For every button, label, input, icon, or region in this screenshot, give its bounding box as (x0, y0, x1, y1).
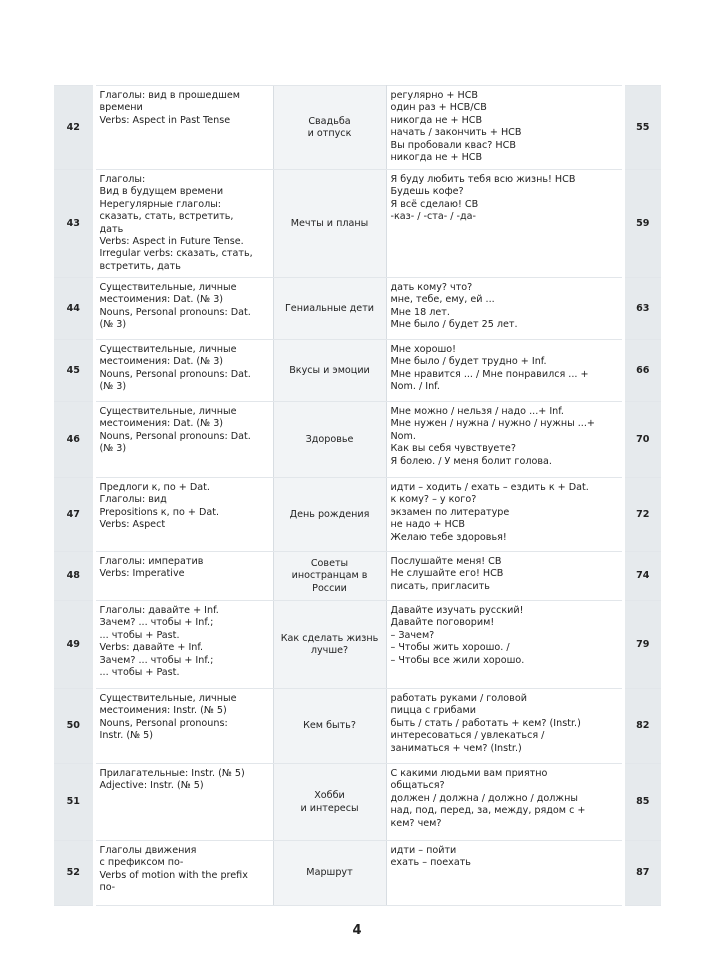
lesson-row (54, 601, 661, 689)
topic-cell (273, 552, 386, 601)
lesson-page-number: 79 (623, 601, 661, 689)
examples-cell-line: заниматься + чем? (Instr.) (390, 742, 522, 754)
lesson-page-number: 74 (623, 552, 661, 601)
examples-cell-line: – Чтобы все жили хорошо. (390, 654, 525, 666)
examples-cell (386, 841, 623, 906)
grammar-cell-line: (№ 3) (99, 381, 127, 393)
lesson-number: 52 (54, 841, 94, 906)
grammar-cell-line: Прилагательные: Instr. (№ 5) (99, 768, 245, 779)
grammar-cell-line: Глаголы: императив (99, 556, 204, 567)
examples-cell-line: мне, тебе, ему, ей ... (390, 294, 495, 306)
topic-cell-line: Кем быть? (303, 720, 356, 732)
grammar-cell-line: Глаголы: вид в прошедшем (99, 90, 241, 101)
lesson-number: 51 (54, 764, 94, 841)
grammar-cell (94, 340, 273, 402)
topic-cell (273, 86, 386, 170)
grammar-cell (94, 601, 273, 689)
lesson-page-number: 85 (623, 764, 661, 841)
grammar-cell-line: Verbs: давайте + Inf. (99, 642, 204, 654)
grammar-cell-line: Глаголы: (99, 174, 146, 185)
lesson-page-number: 87 (623, 841, 661, 906)
grammar-cell-line: Глаголы движения (99, 845, 197, 856)
lesson-row (54, 340, 661, 402)
examples-cell-line: пицца с грибами (390, 705, 476, 717)
grammar-cell (94, 689, 273, 764)
examples-cell-line: дать кому? что? (390, 282, 473, 293)
examples-cell (386, 86, 623, 170)
grammar-cell-line: (№ 3) (99, 319, 127, 331)
grammar-cell (94, 841, 273, 906)
topic-cell-line: иностранцам в (291, 570, 368, 582)
examples-cell-line: писать, пригласить (390, 580, 490, 592)
topic-cell-line: лучше? (310, 645, 349, 656)
examples-cell-line: Не слушайте его! НСВ (390, 568, 504, 580)
topic-cell-line: и интересы (300, 802, 359, 814)
topic-cell (273, 601, 386, 689)
examples-cell-line: общаться? (390, 780, 445, 792)
lesson-page-number: 55 (623, 86, 661, 170)
grammar-cell-line: Существительные, личные (99, 344, 237, 355)
grammar-cell (94, 478, 273, 552)
lesson-number: 46 (54, 402, 94, 478)
examples-cell (386, 552, 623, 601)
contents-table-body (54, 86, 661, 906)
lesson-number: 48 (54, 552, 94, 601)
lesson-number: 44 (54, 278, 94, 340)
examples-cell-line: Давайте изучать русский! (390, 605, 524, 616)
lesson-number: 49 (54, 601, 94, 689)
examples-cell-line: Я буду любить тебя всю жизнь! НСВ (390, 174, 576, 185)
examples-cell-line: ехать – поехать (390, 857, 471, 869)
examples-cell-line: Nom. / Inf. (390, 381, 440, 393)
grammar-cell (94, 764, 273, 841)
grammar-cell-line: Verbs of motion with the prefix (99, 869, 248, 881)
topic-cell (273, 478, 386, 552)
examples-cell-line: – Зачем? (390, 629, 435, 641)
grammar-cell-line: по- (99, 882, 116, 894)
examples-cell-line: Желаю тебе здоровья! (390, 531, 507, 543)
lesson-page-number: 63 (623, 278, 661, 340)
grammar-cell-line: Verbs: Aspect (99, 519, 166, 531)
grammar-cell-line: Вид в будущем времени (99, 186, 224, 198)
grammar-cell-line: местоимения: Dat. (№ 3) (99, 356, 224, 368)
grammar-cell (94, 86, 273, 170)
grammar-cell-line: ... чтобы + Past. (99, 667, 180, 679)
examples-cell-line: интересоваться / увлекаться / (390, 730, 545, 742)
examples-cell-line: должен / должна / должно / должны (390, 792, 578, 804)
lesson-number: 42 (54, 86, 94, 170)
grammar-cell-line: Существительные, личные (99, 693, 237, 704)
grammar-cell-line: (№ 3) (99, 443, 127, 455)
lesson-page-number: 70 (623, 402, 661, 478)
grammar-cell-line: Глаголы: давайте + Inf. (99, 605, 219, 616)
grammar-cell-line: ... чтобы + Past. (99, 629, 180, 641)
examples-cell-line: Я болею. / У меня болит голова. (390, 455, 552, 467)
examples-cell-line: -каз- / -ста- / -да- (390, 211, 476, 223)
grammar-cell-line: времени (99, 102, 143, 114)
grammar-cell-line: Instr. (№ 5) (99, 730, 153, 742)
examples-cell-line: Как вы себя чувствуете? (390, 443, 516, 455)
topic-cell-line: Как сделать жизнь (280, 632, 379, 644)
examples-cell-line: Мне хорошо! (390, 344, 457, 355)
examples-cell-line: Я всё сделаю! СВ (390, 198, 479, 210)
grammar-cell-line: Нерегулярные глаголы: (99, 198, 222, 210)
topic-cell-line: России (312, 582, 347, 594)
grammar-cell-line: местоимения: Instr. (№ 5) (99, 705, 227, 717)
topic-cell-line: Мечты и планы (290, 217, 369, 229)
lesson-page-number: 66 (623, 340, 661, 402)
examples-cell (386, 278, 623, 340)
topic-cell (273, 689, 386, 764)
grammar-cell (94, 552, 273, 601)
examples-cell-line: Давайте поговорим! (390, 617, 495, 629)
examples-cell-line: экзамен по литературе (390, 506, 510, 518)
lesson-number: 45 (54, 340, 94, 402)
examples-cell-line: Nom. (390, 430, 416, 442)
grammar-cell (94, 278, 273, 340)
examples-cell-line: идти – ходить / ехать – ездить к + Dat. (390, 482, 589, 493)
examples-cell-line: Мне можно / нельзя / надо ...+ Inf. (390, 406, 564, 417)
contents-table (54, 85, 661, 906)
lesson-page-number: 72 (623, 478, 661, 552)
topic-cell (273, 340, 386, 402)
topic-cell (273, 278, 386, 340)
examples-cell-line: быть / стать / работать + кем? (Instr.) (390, 717, 581, 729)
examples-cell-line: Мне было / будет трудно + Inf. (390, 356, 547, 368)
grammar-cell-line: встретить, дать (99, 260, 181, 272)
topic-cell (273, 170, 386, 278)
grammar-cell-line: Существительные, личные (99, 406, 237, 417)
topic-cell-line: Хобби (314, 790, 345, 802)
examples-cell-line: С какими людьми вам приятно (390, 768, 548, 779)
grammar-cell (94, 170, 273, 278)
examples-cell-line: никогда не + НСВ (390, 152, 483, 164)
examples-cell-line: Мне нужен / нужна / нужно / нужны ...+ (390, 418, 595, 430)
examples-cell-line: работать руками / головой (390, 693, 527, 704)
grammar-cell-line: Adjective: Instr. (№ 5) (99, 780, 204, 792)
examples-cell (386, 478, 623, 552)
examples-cell (386, 764, 623, 841)
topic-cell-line: Вкусы и эмоции (289, 364, 370, 376)
lesson-row (54, 86, 661, 170)
examples-cell (386, 402, 623, 478)
grammar-cell-line: Verbs: Aspect in Future Tense. (99, 236, 244, 248)
lesson-number: 43 (54, 170, 94, 278)
grammar-cell-line: Verbs: Aspect in Past Tense (99, 114, 231, 126)
grammar-cell-line: Nouns, Personal pronouns: (99, 717, 228, 729)
examples-cell-line: к кому? – у кого? (390, 494, 477, 506)
examples-cell-line: один раз + НСВ/СВ (390, 102, 487, 114)
lesson-row (54, 689, 661, 764)
lesson-row (54, 402, 661, 478)
examples-cell-line: регулярно + НСВ (390, 90, 478, 101)
lesson-number: 50 (54, 689, 94, 764)
lesson-row (54, 278, 661, 340)
topic-cell (273, 402, 386, 478)
grammar-cell-line: Nouns, Personal pronouns: Dat. (99, 306, 251, 318)
examples-cell-line: Мне нравится ... / Мне понравился ... + (390, 368, 589, 380)
examples-cell-line: Послушайте меня! СВ (390, 556, 502, 567)
grammar-cell-line: местоимения: Dat. (№ 3) (99, 418, 224, 430)
grammar-cell-line: дать (99, 223, 124, 235)
lesson-row (54, 478, 661, 552)
examples-cell (386, 170, 623, 278)
lesson-row (54, 841, 661, 906)
examples-cell-line: – Чтобы жить хорошо. / (390, 642, 510, 654)
grammar-cell-line: Зачем? ... чтобы + Inf.; (99, 617, 214, 629)
examples-cell-line: не надо + НСВ (390, 519, 466, 531)
topic-cell-line: и отпуск (307, 128, 352, 139)
examples-cell-line: над, под, перед, за, между, рядом с + (390, 805, 586, 817)
topic-cell (273, 841, 386, 906)
examples-cell (386, 689, 623, 764)
examples-cell-line: идти – пойти (390, 845, 457, 856)
grammar-cell-line: Irregular verbs: сказать, стать, (99, 248, 253, 260)
topic-cell-line: Гениальные дети (284, 302, 375, 314)
grammar-cell-line: Глаголы: вид (99, 494, 167, 506)
grammar-cell-line: местоимения: Dat. (№ 3) (99, 294, 224, 306)
examples-cell-line: никогда не + НСВ (390, 114, 483, 126)
grammar-cell-line: сказать, стать, встретить, (99, 211, 234, 223)
examples-cell-line: Вы пробовали квас? НСВ (390, 139, 516, 151)
lesson-row (54, 552, 661, 601)
examples-cell (386, 601, 623, 689)
grammar-cell (94, 402, 273, 478)
grammar-cell-line: Verbs: Imperative (99, 568, 185, 580)
examples-cell-line: кем? чем? (390, 817, 442, 829)
grammar-cell-line: Зачем? ... чтобы + Inf.; (99, 654, 214, 666)
page-number: 4 (352, 923, 362, 938)
topic-cell-line: Маршрут (306, 867, 353, 879)
grammar-cell-line: с префиксом по- (99, 857, 184, 869)
grammar-cell-line: Nouns, Personal pronouns: Dat. (99, 368, 251, 380)
grammar-cell-line: Существительные, личные (99, 282, 237, 293)
topic-cell-line: День рождения (289, 508, 370, 520)
examples-cell-line: Будешь кофе? (390, 186, 464, 198)
lesson-row (54, 764, 661, 841)
topic-cell-line: Советы (310, 557, 349, 569)
grammar-cell-line: Nouns, Personal pronouns: Dat. (99, 430, 251, 442)
lesson-number: 47 (54, 478, 94, 552)
examples-cell (386, 340, 623, 402)
grammar-cell-line: Предлоги к, по + Dat. (99, 482, 210, 493)
examples-cell-line: начать / закончить + НСВ (390, 127, 522, 139)
lesson-row (54, 170, 661, 278)
grammar-cell-line: Prepositions к, по + Dat. (99, 506, 220, 518)
lesson-page-number: 59 (623, 170, 661, 278)
examples-cell-line: Мне было / будет 25 лет. (390, 319, 518, 331)
topic-cell-line: Свадьба (308, 115, 351, 127)
lesson-page-number: 82 (623, 689, 661, 764)
topic-cell-line: Здоровье (305, 433, 354, 445)
topic-cell (273, 764, 386, 841)
examples-cell-line: Мне 18 лет. (390, 306, 450, 318)
